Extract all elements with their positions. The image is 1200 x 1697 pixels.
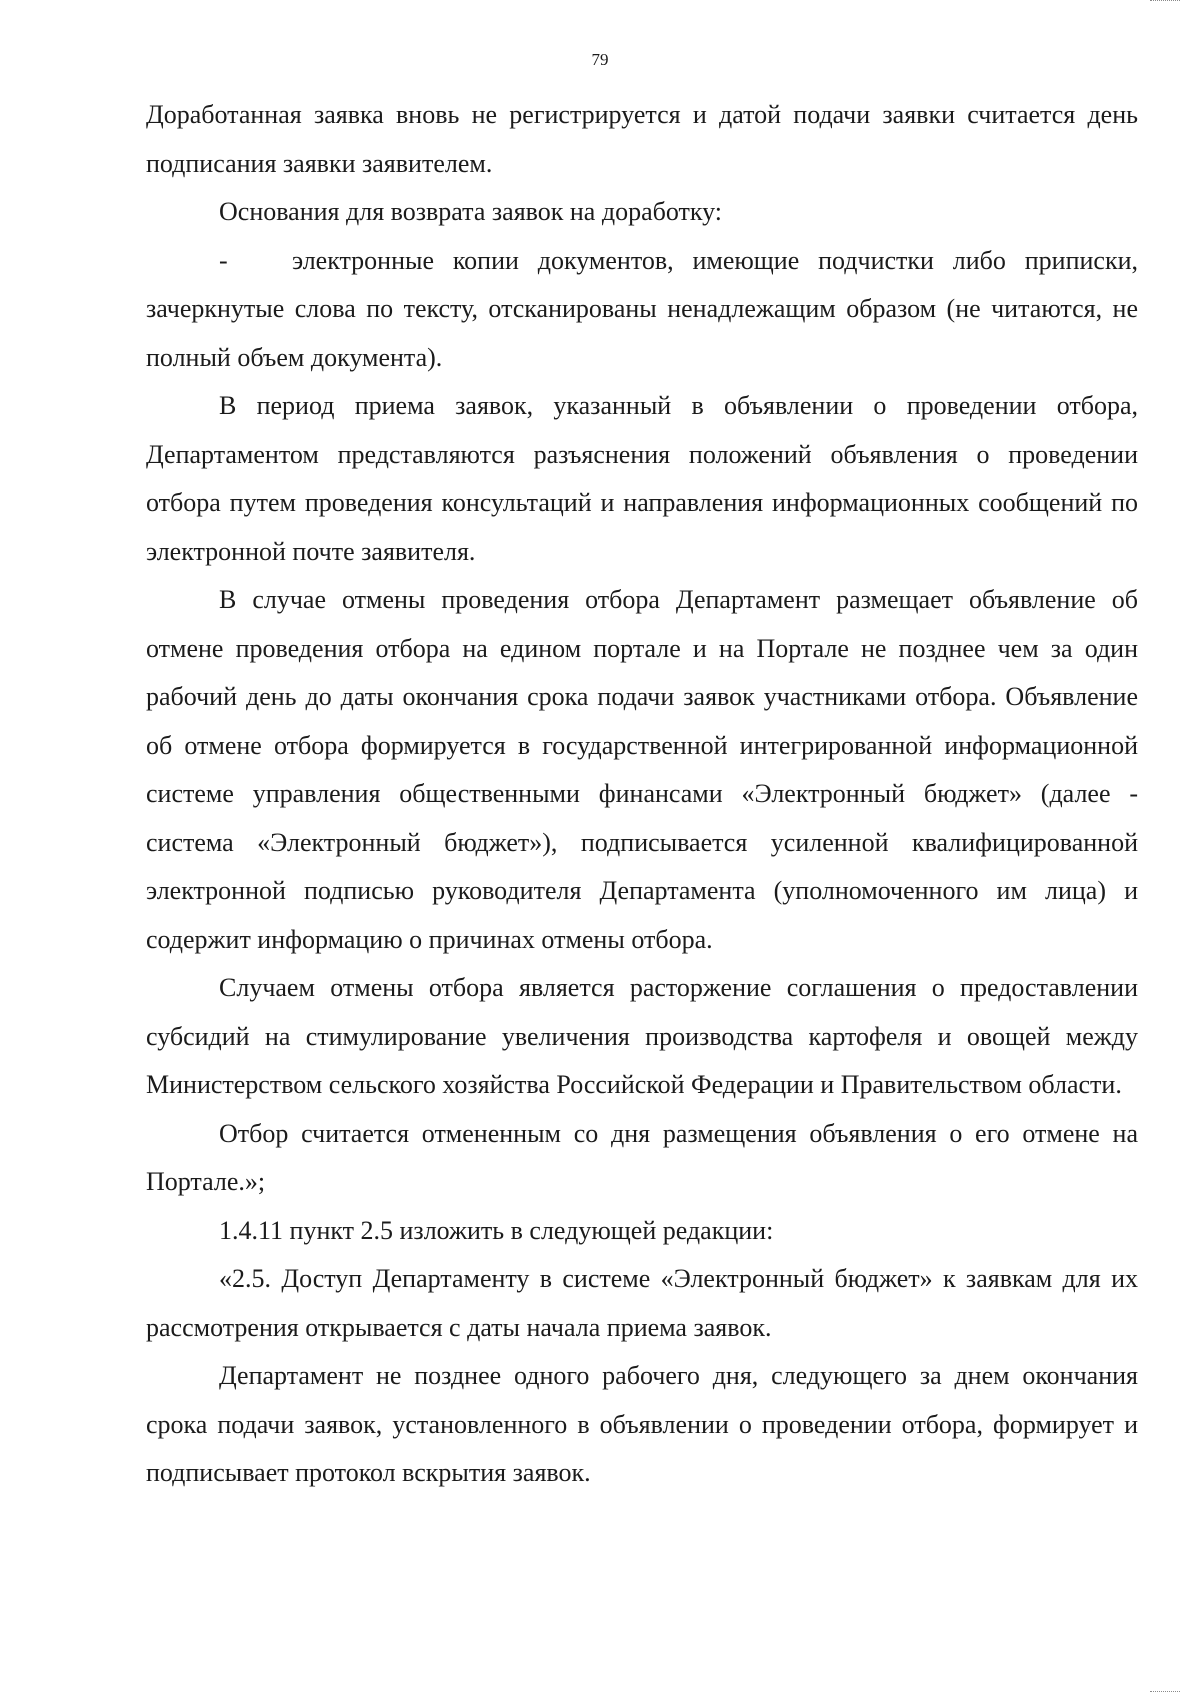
paragraph-return-grounds: Основания для возврата заявок на доработку: [219,197,723,226]
paragraph-cancelled-date: Отбор считается отмененным со дня размещения объявления о его отмене на Портале.»; [146,1118,1138,1196]
paragraph-continuation: Доработанная заявка вновь не регистрируется и датой подачи заявки считается день подписания заявки заявителем. [146,100,1138,178]
list-dash: - [219,245,228,275]
paragraph-amendment-2-5: 1.4.11 пункт 2.5 изложить в следующей редакции: [219,1215,774,1245]
paragraph-cancellation: В случае отмены проведения отбора Департамент размещает объявление об отмене проведения отбора на едином портале и на Портале не позднее чем за один рабочий день до даты окончания срока подачи заявок участниками отбора. Объявление об отмене отбора формируется в государственной интегрированной информационной системе управления общественными финансами «Электронный бюджет» (далее - система «Электронный бюджет»), подписывается усиленной квалифицированной электронной подписью руководителя Департамента (уполномоченного им лица) и содержит информацию о причинах отмены отбора. [146,585,1138,954]
paragraph-protocol: Департамент не позднее одного рабочего дня, следующего за днем окончания срока подачи заявок, установленного в объявлении о проведении отбора, формирует и подписывает протокол вскрытия заявок. [146,1361,1138,1487]
document-body [146,91,1138,1498]
paragraph-clarifications: В период приема заявок, указанный в объявлении о проведении отбора, Департаментом представляются разъяснения положений объявления о проведении отбора путем проведения консультаций и направления информационных сообщений по электронной почте заявителя. [146,391,1138,566]
page-number: 79 [591,50,609,69]
list-item-text: электронные копии документов, имеющие подчистки либо приписки, зачеркнутые слова по тексту, отсканированы ненадлежащим образом (не читаются, не полный объем документа). [146,245,1138,372]
scan-artifact-bottom [1150,1691,1180,1695]
list-item-electronic-copies [146,237,1138,383]
scan-artifact-top [1150,0,1180,4]
paragraph-access: «2.5. Доступ Департаменту в системе «Электронный бюджет» к заявкам для их рассмотрения открывается с даты начала приема заявок. [146,1264,1138,1342]
paragraph-cancellation-case: Случаем отмены отбора является расторжение соглашения о предоставлении субсидий на стимулирование увеличения производства картофеля и овощей между Министерством сельского хозяйства Российской Федерации и Правительством области. [146,973,1138,1099]
